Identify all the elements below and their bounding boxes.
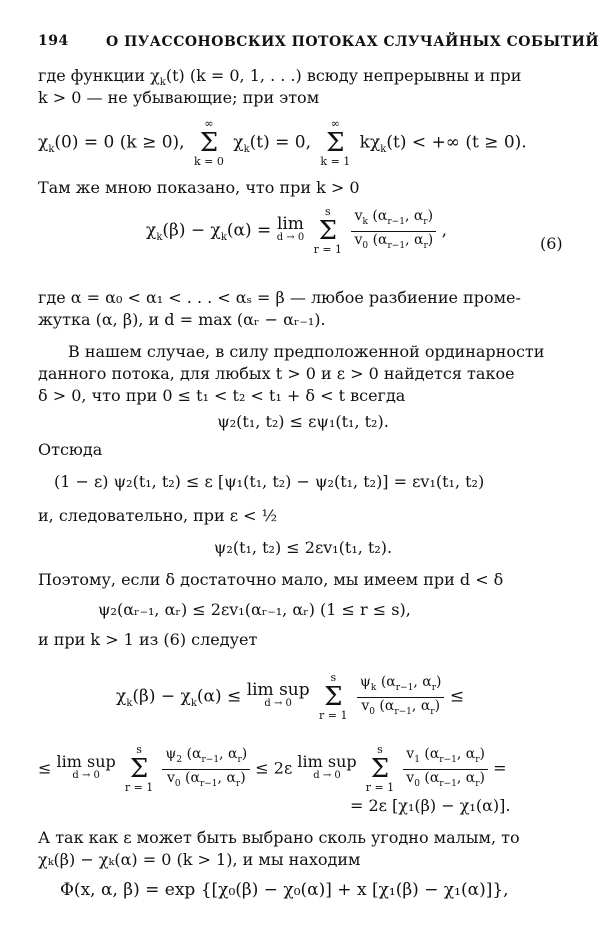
text-line-10: и, следовательно, при ε < ½	[38, 506, 278, 525]
equation-7c: = 2ε [χ₁(β) − χ₁(α)].	[350, 796, 511, 815]
equation-7a: $\chi_k(\beta) - \chi_k(\alpha) \le \lim$ sup d → 0 s Σ r = 1 $\frac{\psi_k (\alpha_{r-1}, \alpha_r)}{v_0 (\alpha_{r-1}, \alpha_r)}$ ≤	[116, 671, 465, 722]
equation-8: Φ(x, α, β) = exp {[χ₀(β) − χ₀(α)] + x [χ₁(β) − χ₁(α)]},	[60, 880, 509, 900]
text-line-6: В нашем случае, в силу предположенной ординарности	[68, 342, 545, 361]
text-line-2: k > 0 — не убывающие; при этом	[38, 88, 320, 107]
text-line-1: где функции $\chi_k(t) (k = 0$, 1, . . .) всюду непрерывны и при	[38, 66, 522, 89]
text-line-13: А так как ε может быть выбрано сколь угодно малым, то	[38, 828, 520, 847]
text-line-8: δ > 0, что при 0 ≤ t₁ < t₂ < t₁ + δ < t всегда	[38, 386, 406, 405]
equation-3: (1 − ε) ψ₂(t₁, t₂) ≤ ε [ψ₁(t₁, t₂) − ψ₂(t₁, t₂)] = εv₁(t₁, t₂)	[54, 472, 485, 491]
running-title: О ПУАССОНОВСКИХ ПОТОКАХ СЛУЧАЙНЫХ СОБЫТИЙ	[106, 34, 600, 50]
text-line-4: где α = α₀ < α₁ < . . . < αₛ = β — любое разбиение проме-	[38, 288, 521, 307]
equation-1: $\chi_k(0) = 0$ (k ≥ 0), ∞ Σ k = 0 $\chi_k(t) = 0$, ∞ Σ k = 1 $k\chi_k(t)$ < +∞ (t ≥ 0).	[38, 117, 527, 168]
equation-5: ψ₂(αᵣ₋₁, αᵣ) ≤ 2εv₁(αᵣ₋₁, αᵣ) (1 ≤ r ≤ s),	[98, 600, 411, 619]
equation-2: ψ₂(t₁, t₂) ≤ εψ₁(t₁, t₂).	[217, 412, 389, 431]
page-number: 194	[38, 33, 69, 49]
text-line-12: и при k > 1 из (6) следует	[38, 630, 258, 649]
equation-number-6: (6)	[540, 234, 563, 253]
equation-7b: ≤ lim sup d → 0 s Σ r = 1 $\frac{\psi_2 (\alpha_{r-1}, \alpha_r)}{v_0 (\alpha_{r-1}, \alpha_r)}$ ≤ 2ε lim sup d → 0 s Σ r = 1 $\frac{v_1 (\alpha_{r-1}, \alpha_r)}{v_0 (\alpha_{r-1}, \alpha_r)}$ =	[38, 743, 507, 794]
text-line-7: данного потока, для любых t > 0 и ε > 0 найдется такое	[38, 364, 515, 383]
text-line-9: Отсюда	[38, 440, 103, 459]
equation-6: $\chi_k(\beta) - \chi_k(\alpha) = \lim$ d → 0 s Σ r = 1 $\frac{v_k (\alpha_{r-1}, \alpha_r)}{v_0 (\alpha_{r-1}, \alpha_r)}$ ,	[146, 205, 448, 256]
text-line-5: жутка (α, β), и d = max (αᵣ − αᵣ₋₁).	[38, 310, 326, 329]
equation-4: ψ₂(t₁, t₂) ≤ 2εv₁(t₁, t₂).	[213, 538, 393, 557]
text-line-11: Поэтому, если δ достаточно мало, мы имеем при d < δ	[38, 570, 504, 589]
text-line-14: χₖ(β) − χₖ(α) = 0 (k > 1), и мы находим	[38, 850, 361, 869]
text-line-3: Там же мною показано, что при k > 0	[38, 178, 360, 197]
